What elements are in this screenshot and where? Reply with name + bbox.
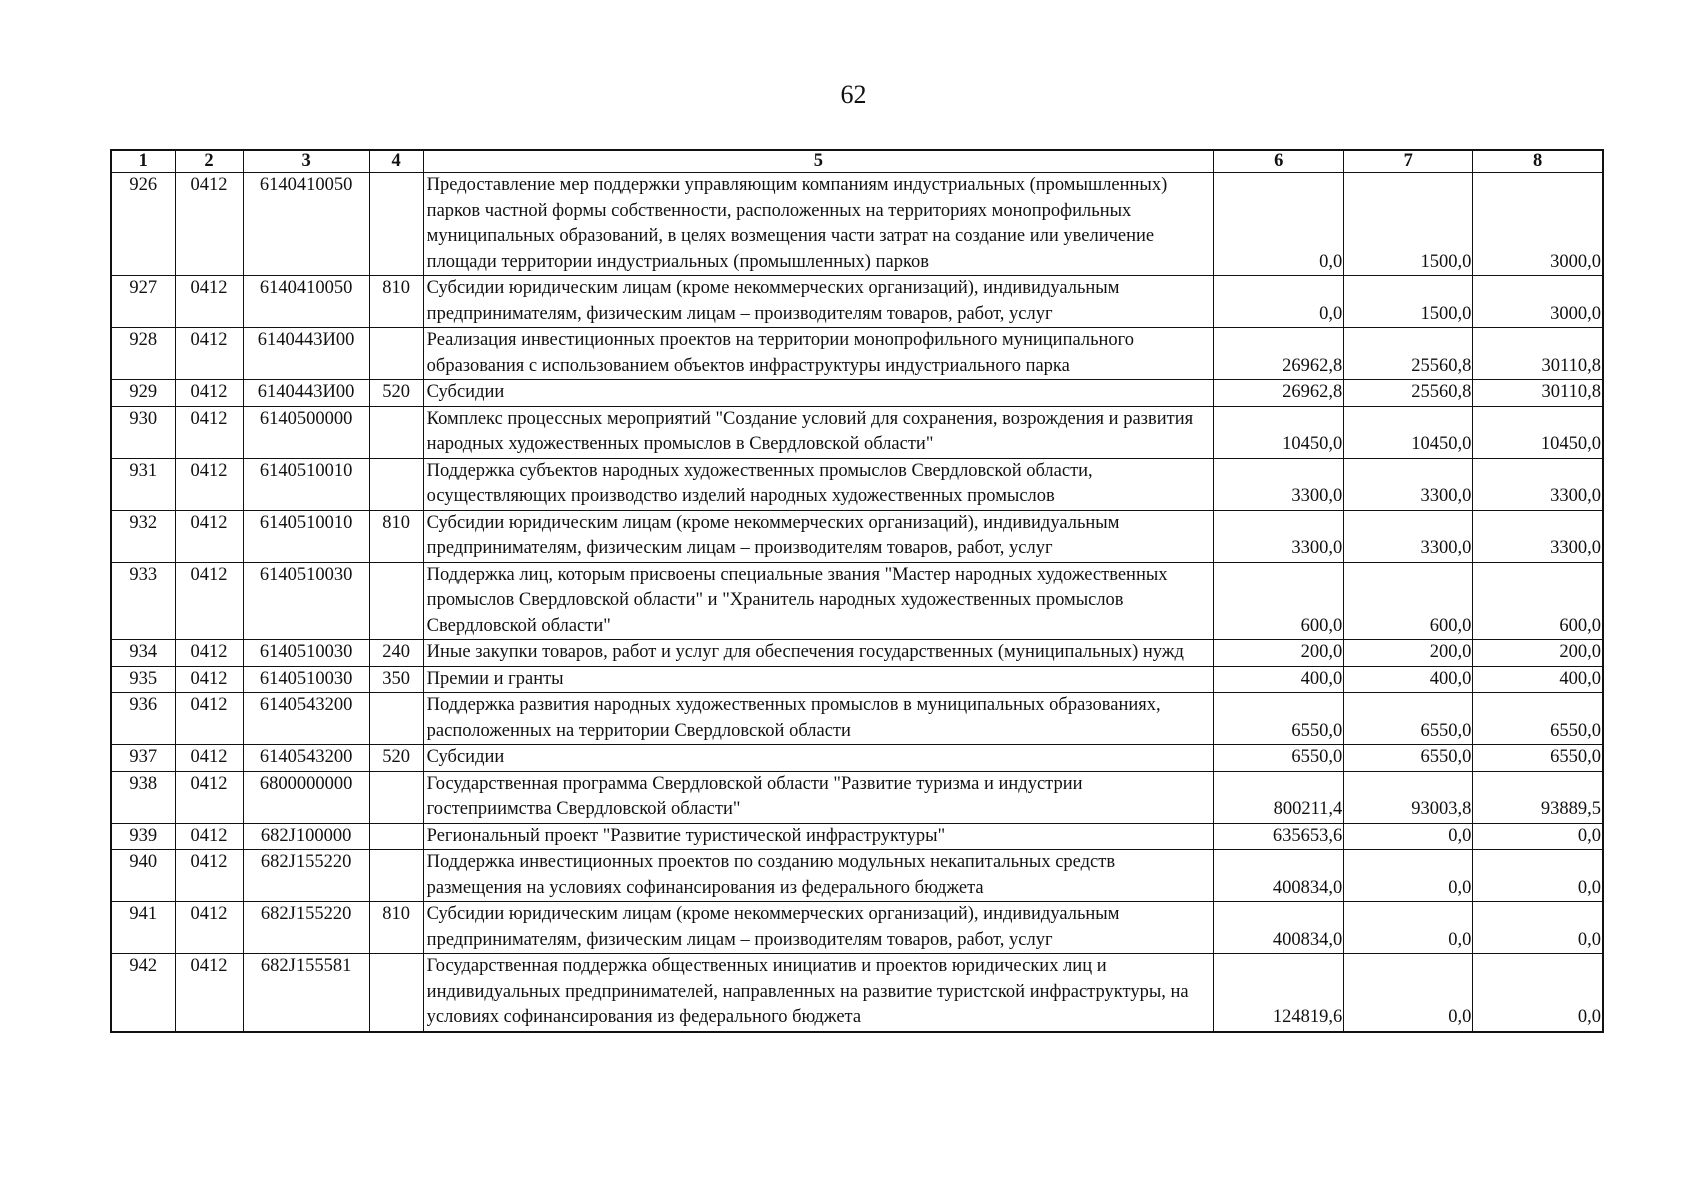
- amount-year-3: 3300,0: [1473, 458, 1603, 510]
- expense-type-code: 350: [369, 666, 423, 693]
- amount-year-3: 3300,0: [1473, 510, 1603, 562]
- target-article-code: 6140510030: [243, 666, 369, 693]
- item-name: Поддержка развития народных художественных промыслов в муниципальных образованиях, расположенных на территории Свердловской области: [423, 693, 1214, 745]
- table-row: [111, 745, 1603, 772]
- table-row: [111, 328, 1603, 380]
- amount-year-1: 124819,6: [1214, 954, 1344, 1032]
- section-code: 0412: [175, 666, 243, 693]
- row-number: 928: [111, 328, 175, 380]
- target-article-code: 682J100000: [243, 823, 369, 850]
- amount-year-1: 6550,0: [1214, 745, 1344, 772]
- item-name: Реализация инвестиционных проектов на территории монопрофильного муниципального образования с использованием объектов инфраструктуры индустриального парка: [423, 328, 1214, 380]
- expense-type-code: [369, 771, 423, 823]
- budget-table: [110, 149, 1604, 1033]
- table-row: [111, 666, 1603, 693]
- row-number: 933: [111, 562, 175, 640]
- section-code: 0412: [175, 328, 243, 380]
- row-number: 927: [111, 276, 175, 328]
- item-name: Поддержка лиц, которым присвоены специальные звания "Мастер народных художественных промыслов Свердловской области" и "Хранитель народных художественных промыслов Свердловской области": [423, 562, 1214, 640]
- section-code: 0412: [175, 458, 243, 510]
- row-number: 936: [111, 693, 175, 745]
- target-article-code: 682J155220: [243, 850, 369, 902]
- expense-type-code: 240: [369, 640, 423, 667]
- section-code: 0412: [175, 640, 243, 667]
- amount-year-1: 200,0: [1214, 640, 1344, 667]
- amount-year-3: 3000,0: [1473, 173, 1603, 276]
- column-header: 7: [1344, 150, 1473, 173]
- item-name: Поддержка субъектов народных художественных промыслов Свердловской области, осуществляющих производство изделий народных художественных промыслов: [423, 458, 1214, 510]
- section-code: 0412: [175, 510, 243, 562]
- column-header: 2: [175, 150, 243, 173]
- page-number: 62: [840, 80, 867, 109]
- section-code: 0412: [175, 850, 243, 902]
- section-code: 0412: [175, 823, 243, 850]
- table-row: [111, 771, 1603, 823]
- section-code: 0412: [175, 173, 243, 276]
- amount-year-3: 0,0: [1473, 954, 1603, 1032]
- amount-year-2: 25560,8: [1344, 328, 1473, 380]
- target-article-code: 6140410050: [243, 276, 369, 328]
- target-article-code: 6140410050: [243, 173, 369, 276]
- table-row: [111, 693, 1603, 745]
- amount-year-1: 26962,8: [1214, 328, 1344, 380]
- row-number: 937: [111, 745, 175, 772]
- row-number: 942: [111, 954, 175, 1032]
- expense-type-code: 810: [369, 902, 423, 954]
- amount-year-1: 26962,8: [1214, 380, 1344, 407]
- amount-year-1: 6550,0: [1214, 693, 1344, 745]
- table-row: [111, 562, 1603, 640]
- amount-year-3: 10450,0: [1473, 406, 1603, 458]
- amount-year-3: 0,0: [1473, 902, 1603, 954]
- amount-year-2: 0,0: [1344, 902, 1473, 954]
- amount-year-2: 200,0: [1344, 640, 1473, 667]
- amount-year-1: 600,0: [1214, 562, 1344, 640]
- amount-year-1: 400834,0: [1214, 850, 1344, 902]
- target-article-code: 6800000000: [243, 771, 369, 823]
- expense-type-code: [369, 562, 423, 640]
- column-header: 8: [1473, 150, 1603, 173]
- amount-year-3: 30110,8: [1473, 380, 1603, 407]
- expense-type-code: 810: [369, 276, 423, 328]
- table-row: [111, 380, 1603, 407]
- table-row: [111, 902, 1603, 954]
- amount-year-2: 1500,0: [1344, 173, 1473, 276]
- table-row: [111, 640, 1603, 667]
- table-row: [111, 823, 1603, 850]
- amount-year-2: 0,0: [1344, 823, 1473, 850]
- amount-year-1: 3300,0: [1214, 458, 1344, 510]
- row-number: 941: [111, 902, 175, 954]
- item-name: Субсидии: [423, 745, 1214, 772]
- section-code: 0412: [175, 380, 243, 407]
- item-name: Субсидии юридическим лицам (кроме некоммерческих организаций), индивидуальным предпринимателям, физическим лицам – производителям товаров, работ, услуг: [423, 276, 1214, 328]
- row-number: 930: [111, 406, 175, 458]
- table-row: [111, 954, 1603, 1032]
- section-code: 0412: [175, 954, 243, 1032]
- table-row: [111, 458, 1603, 510]
- row-number: 935: [111, 666, 175, 693]
- amount-year-2: 10450,0: [1344, 406, 1473, 458]
- amount-year-2: 25560,8: [1344, 380, 1473, 407]
- amount-year-2: 0,0: [1344, 954, 1473, 1032]
- amount-year-3: 400,0: [1473, 666, 1603, 693]
- header-row: [111, 150, 1603, 173]
- column-header: 3: [243, 150, 369, 173]
- amount-year-3: 30110,8: [1473, 328, 1603, 380]
- amount-year-3: 6550,0: [1473, 693, 1603, 745]
- expense-type-code: [369, 458, 423, 510]
- item-name: Региональный проект "Развитие туристической инфраструктуры": [423, 823, 1214, 850]
- amount-year-3: 0,0: [1473, 823, 1603, 850]
- column-header: 4: [369, 150, 423, 173]
- row-number: 940: [111, 850, 175, 902]
- table-row: [111, 510, 1603, 562]
- item-name: Государственная поддержка общественных инициатив и проектов юридических лиц и индивидуальных предпринимателей, направленных на развитие туристской инфраструктуры, на условиях софинансирования из федерального бюджета: [423, 954, 1214, 1032]
- expense-type-code: [369, 693, 423, 745]
- row-number: 938: [111, 771, 175, 823]
- amount-year-2: 6550,0: [1344, 693, 1473, 745]
- table-row: [111, 173, 1603, 276]
- expense-type-code: [369, 823, 423, 850]
- item-name: Поддержка инвестиционных проектов по созданию модульных некапитальных средств размещения на условиях софинансирования из федерального бюджета: [423, 850, 1214, 902]
- amount-year-2: 3300,0: [1344, 458, 1473, 510]
- amount-year-1: 10450,0: [1214, 406, 1344, 458]
- table-row: [111, 850, 1603, 902]
- section-code: 0412: [175, 745, 243, 772]
- target-article-code: 6140443И00: [243, 380, 369, 407]
- column-header: 1: [111, 150, 175, 173]
- target-article-code: 6140510030: [243, 640, 369, 667]
- amount-year-3: 93889,5: [1473, 771, 1603, 823]
- amount-year-1: 400,0: [1214, 666, 1344, 693]
- item-name: Иные закупки товаров, работ и услуг для обеспечения государственных (муниципальных) нужд: [423, 640, 1214, 667]
- section-code: 0412: [175, 693, 243, 745]
- table-row: [111, 276, 1603, 328]
- row-number: 929: [111, 380, 175, 407]
- row-number: 926: [111, 173, 175, 276]
- amount-year-1: 400834,0: [1214, 902, 1344, 954]
- amount-year-1: 0,0: [1214, 173, 1344, 276]
- amount-year-2: 600,0: [1344, 562, 1473, 640]
- target-article-code: 6140510010: [243, 510, 369, 562]
- amount-year-2: 0,0: [1344, 850, 1473, 902]
- amount-year-2: 400,0: [1344, 666, 1473, 693]
- column-header: 6: [1214, 150, 1344, 173]
- row-number: 931: [111, 458, 175, 510]
- amount-year-2: 1500,0: [1344, 276, 1473, 328]
- expense-type-code: [369, 850, 423, 902]
- amount-year-3: 6550,0: [1473, 745, 1603, 772]
- row-number: 939: [111, 823, 175, 850]
- section-code: 0412: [175, 771, 243, 823]
- amount-year-3: 3000,0: [1473, 276, 1603, 328]
- amount-year-1: 0,0: [1214, 276, 1344, 328]
- item-name: Премии и гранты: [423, 666, 1214, 693]
- amount-year-3: 200,0: [1473, 640, 1603, 667]
- amount-year-2: 6550,0: [1344, 745, 1473, 772]
- target-article-code: 6140443И00: [243, 328, 369, 380]
- section-code: 0412: [175, 276, 243, 328]
- section-code: 0412: [175, 406, 243, 458]
- item-name: Субсидии: [423, 380, 1214, 407]
- item-name: Государственная программа Свердловской области "Развитие туризма и индустрии гостеприимства Свердловской области": [423, 771, 1214, 823]
- section-code: 0412: [175, 562, 243, 640]
- column-header: 5: [423, 150, 1214, 173]
- amount-year-1: 3300,0: [1214, 510, 1344, 562]
- expense-type-code: 810: [369, 510, 423, 562]
- amount-year-1: 635653,6: [1214, 823, 1344, 850]
- row-number: 934: [111, 640, 175, 667]
- amount-year-2: 3300,0: [1344, 510, 1473, 562]
- expense-type-code: [369, 954, 423, 1032]
- amount-year-3: 0,0: [1473, 850, 1603, 902]
- expense-type-code: 520: [369, 380, 423, 407]
- section-code: 0412: [175, 902, 243, 954]
- expense-type-code: [369, 328, 423, 380]
- item-name: Комплекс процессных мероприятий "Создание условий для сохранения, возрождения и развития народных художественных промыслов в Свердловской области": [423, 406, 1214, 458]
- target-article-code: 6140510030: [243, 562, 369, 640]
- amount-year-1: 800211,4: [1214, 771, 1344, 823]
- target-article-code: 682J155581: [243, 954, 369, 1032]
- target-article-code: 6140543200: [243, 693, 369, 745]
- target-article-code: 6140510010: [243, 458, 369, 510]
- item-name: Субсидии юридическим лицам (кроме некоммерческих организаций), индивидуальным предпринимателям, физическим лицам – производителям товаров, работ, услуг: [423, 902, 1214, 954]
- expense-type-code: [369, 173, 423, 276]
- target-article-code: 6140500000: [243, 406, 369, 458]
- item-name: Субсидии юридическим лицам (кроме некоммерческих организаций), индивидуальным предпринимателям, физическим лицам – производителям товаров, работ, услуг: [423, 510, 1214, 562]
- amount-year-3: 600,0: [1473, 562, 1603, 640]
- target-article-code: 682J155220: [243, 902, 369, 954]
- amount-year-2: 93003,8: [1344, 771, 1473, 823]
- target-article-code: 6140543200: [243, 745, 369, 772]
- row-number: 932: [111, 510, 175, 562]
- expense-type-code: 520: [369, 745, 423, 772]
- expense-type-code: [369, 406, 423, 458]
- table-row: [111, 406, 1603, 458]
- item-name: Предоставление мер поддержки управляющим компаниям индустриальных (промышленных) парков частной формы собственности, расположенных на территориях монопрофильных муниципальных образований, в целях возмещения части затрат на создание или увеличение площади территории индустриальных (промышленных) парков: [423, 173, 1214, 276]
